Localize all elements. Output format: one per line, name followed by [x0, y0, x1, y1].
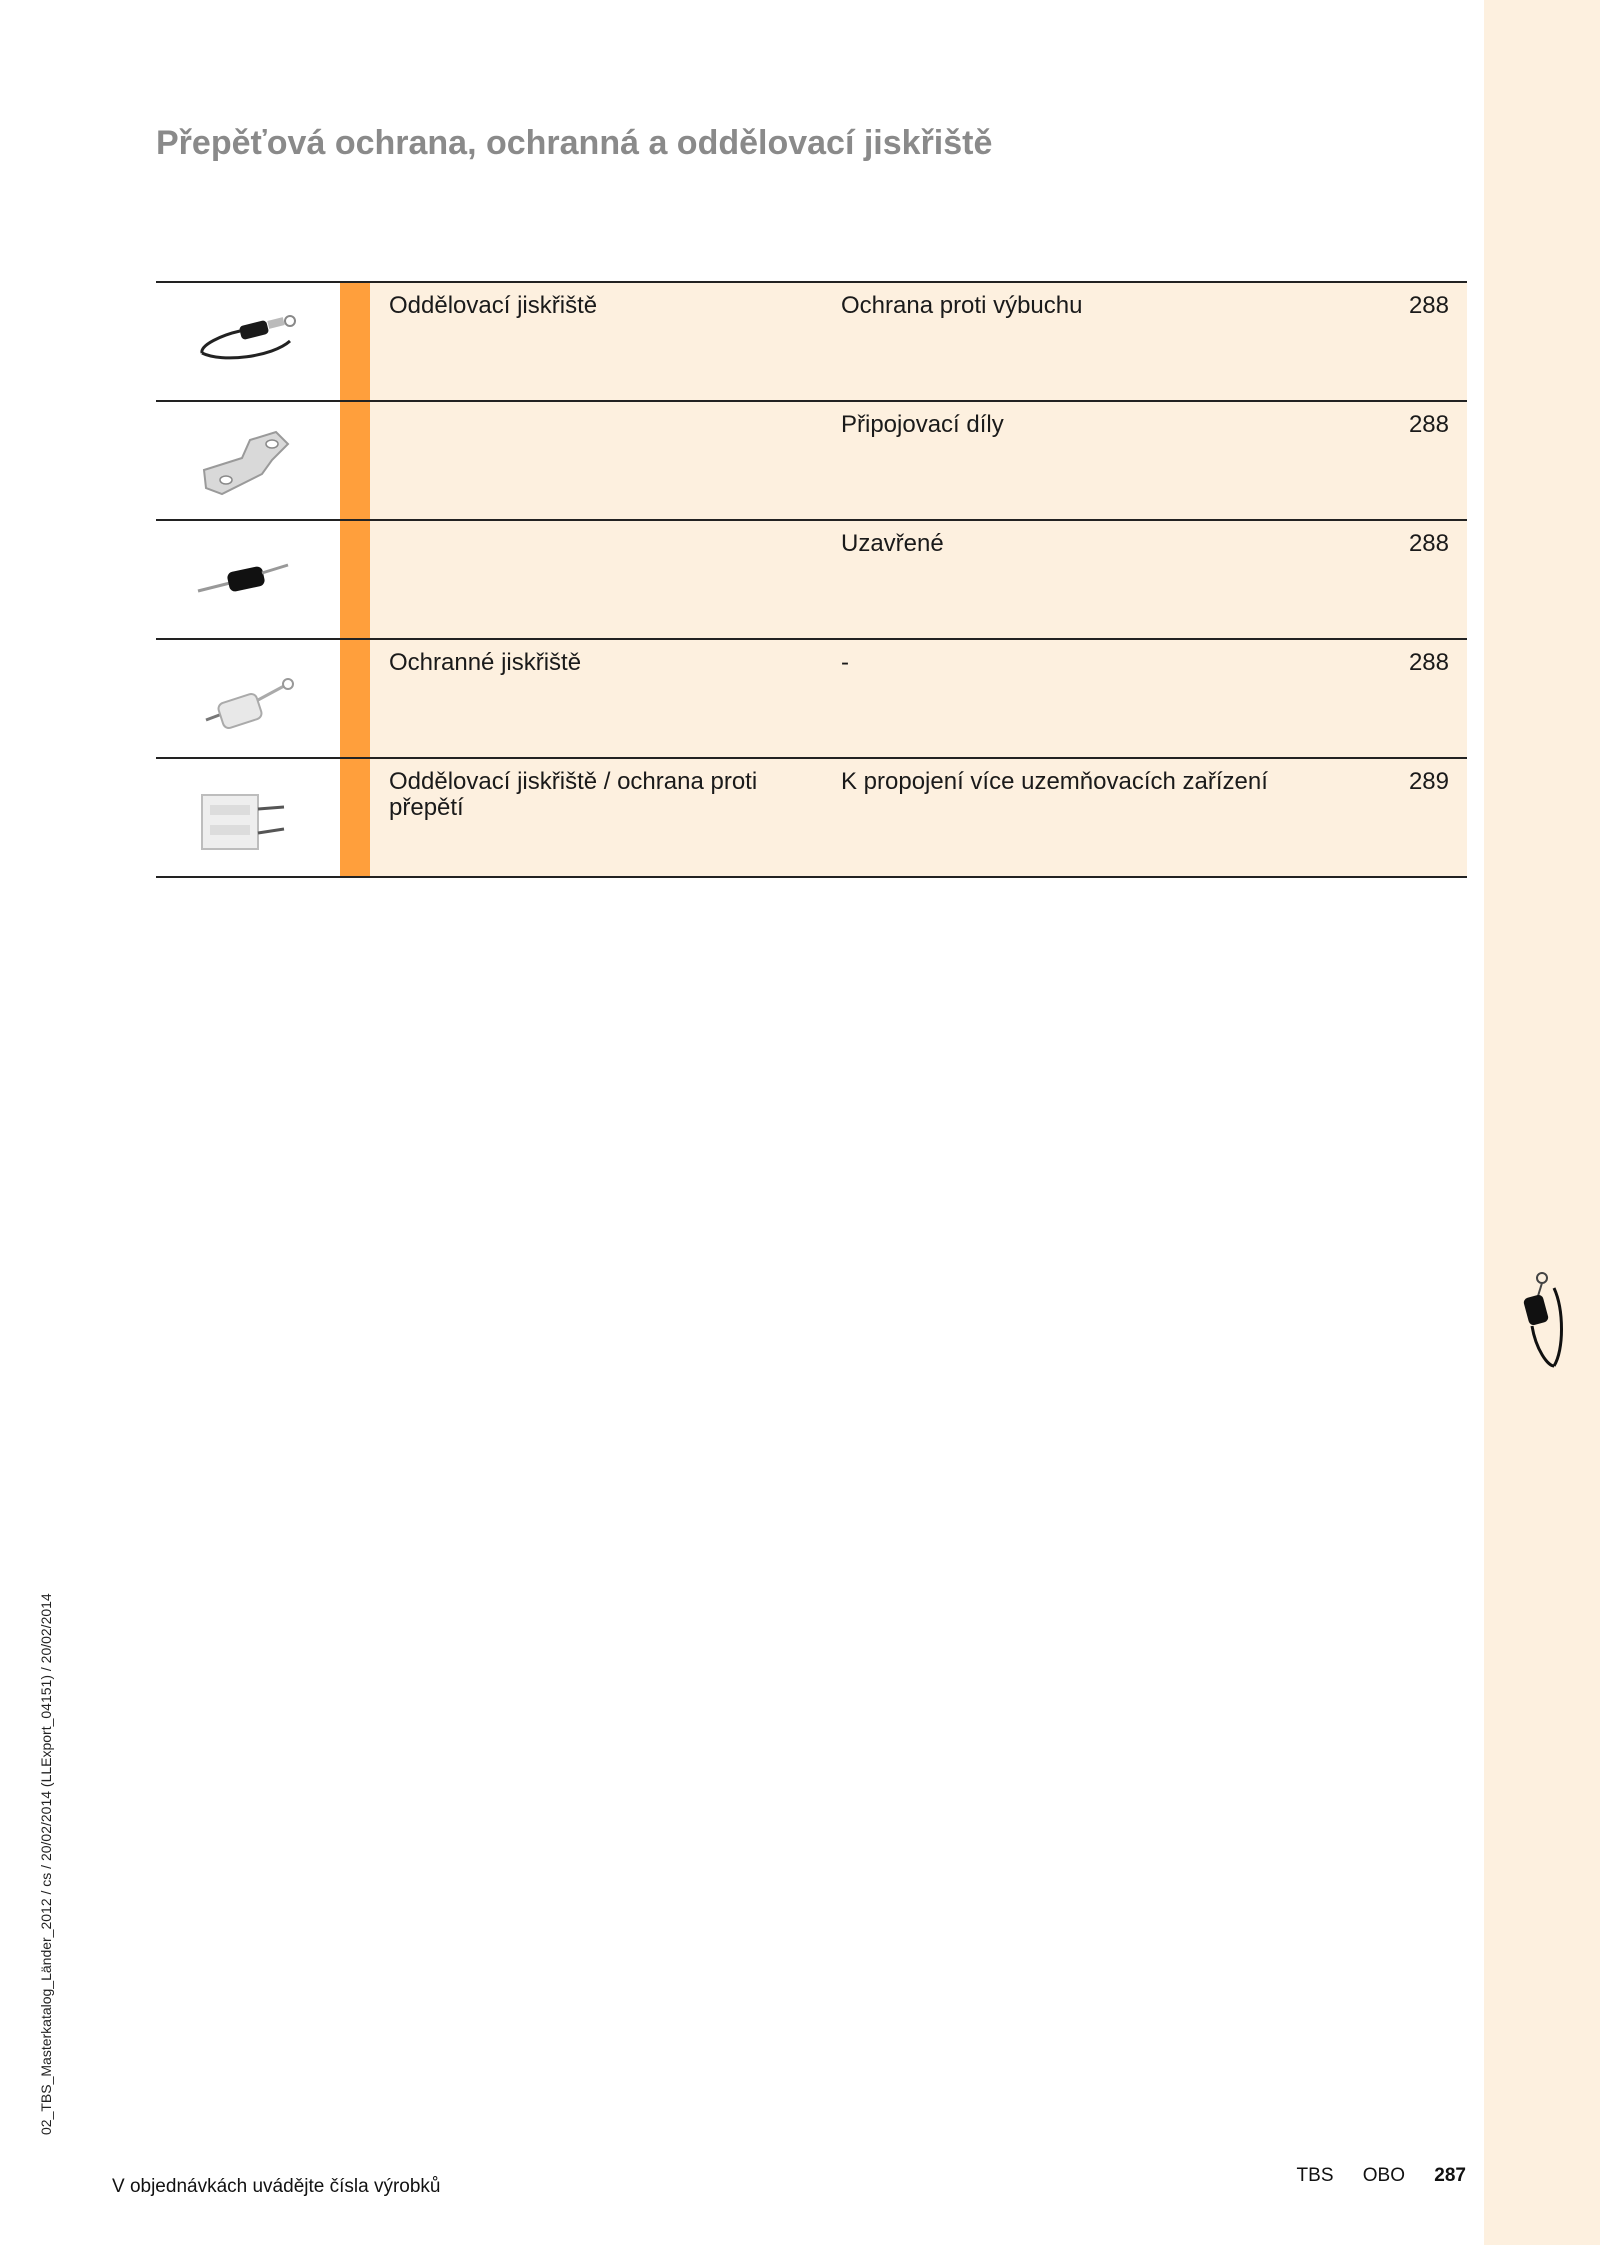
- catalog-table: [156, 281, 1467, 878]
- page-number: 287: [1434, 2165, 1466, 2186]
- table-row[interactable]: [156, 521, 1467, 640]
- footer-brand-tbs: TBS: [1296, 2165, 1334, 2186]
- row-description: Uzavřené: [841, 530, 944, 557]
- table-row[interactable]: [156, 759, 1467, 878]
- connection-bracket-icon: [156, 402, 340, 519]
- row-description: Připojovací díly: [841, 411, 1004, 438]
- table-row[interactable]: [156, 402, 1467, 521]
- surge-module-icon: [156, 759, 340, 876]
- row-page-number[interactable]: 288: [1408, 411, 1449, 438]
- row-accent-bar: [340, 759, 370, 876]
- row-accent-bar: [340, 402, 370, 519]
- row-name: Oddělovací jiskřiště / ochrana proti přepětí: [389, 768, 758, 821]
- spark-gap-cable-icon: [156, 283, 340, 400]
- sealed-spark-gap-icon: [156, 521, 340, 638]
- footer-brand: [1273, 2165, 1466, 2187]
- row-description: K propojení více uzemňovacích zařízení: [841, 768, 1268, 795]
- footer-note: V objednávkách uvádějte čísla výrobků: [112, 2176, 441, 2197]
- side-color-strip: [1484, 0, 1600, 2245]
- row-accent-bar: [340, 640, 370, 757]
- row-page-number[interactable]: 288: [1408, 530, 1449, 557]
- row-description: -: [841, 649, 849, 676]
- row-accent-bar: [340, 521, 370, 638]
- row-page-number[interactable]: 288: [1408, 292, 1449, 319]
- table-row[interactable]: [156, 283, 1467, 402]
- spark-gap-cable-icon: [1506, 1270, 1570, 1379]
- row-page-number[interactable]: 288: [1408, 649, 1449, 676]
- row-name: Ochranné jiskřiště: [389, 649, 582, 676]
- row-page-number[interactable]: 289: [1408, 768, 1449, 795]
- row-description: Ochrana proti výbuchu: [841, 292, 1083, 319]
- protective-spark-gap-icon: [156, 640, 340, 757]
- table-row[interactable]: [156, 640, 1467, 759]
- footer-brand-obo: OBO: [1362, 2165, 1406, 2186]
- row-accent-bar: [340, 283, 370, 400]
- page-title: Přepěťová ochrana, ochranná a oddělovací jiskřiště: [156, 124, 993, 162]
- row-name: Oddělovací jiskřiště: [389, 292, 598, 319]
- vertical-export-note: 02_TBS_Masterkatalog_Länder_2012 / cs / 20/02/2014 (LLExport_04151) / 20/02/2014: [38, 1593, 54, 2135]
